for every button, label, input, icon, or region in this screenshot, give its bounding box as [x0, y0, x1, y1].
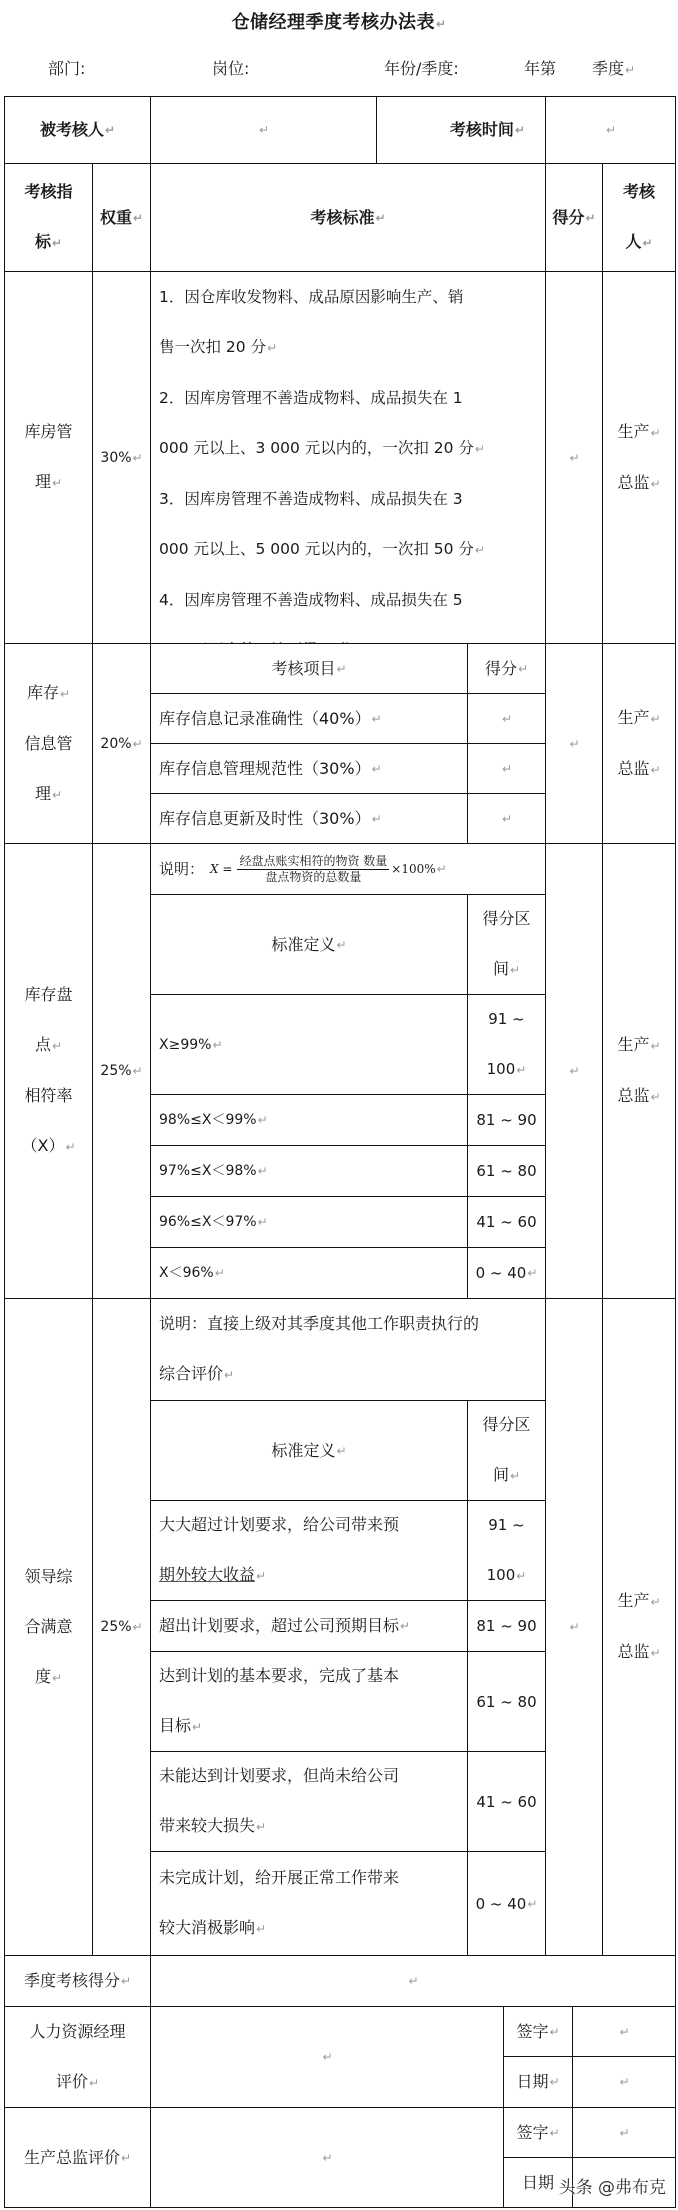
range-row: 61 ~ 80 — [467, 1651, 546, 1752]
criteria-warehouse-management — [150, 271, 546, 644]
assessee-label: 被考核人 ↵ — [4, 96, 151, 164]
header-weight: 权重 ↵ — [92, 163, 151, 272]
satisfaction-note: 说明：直接上级对其季度其他工作职责执行的 综合评价↵ — [150, 1298, 546, 1401]
criteria-line: 售一次扣 20 分↵ — [159, 338, 278, 356]
hr-sign-label: 签字 ↵ — [503, 2006, 573, 2057]
definition-row: 大大超过计划要求，给公司带来预 期外较大收益↵ — [150, 1500, 468, 1601]
definition-row: 96%≤X＜97% ↵ — [150, 1196, 468, 1248]
subheader-range: 得分区 间↵ — [467, 894, 546, 995]
position-label: 岗位: — [212, 59, 250, 78]
definition-row: 未完成计划，给开展正常工作带来 较大消极影响↵ — [150, 1851, 468, 1956]
director-evaluation-field[interactable]: ↵ — [150, 2107, 504, 2208]
subheader-definition: 标准定义 ↵ — [150, 894, 468, 995]
score-warehouse-management[interactable]: ↵ — [545, 271, 603, 644]
quarter-score-field[interactable]: ↵ — [150, 1955, 676, 2007]
watermark: 头条 @弗布克 — [558, 2178, 666, 2198]
indicator-warehouse-management: 库房管 理↵ — [4, 271, 93, 644]
indicator-leader-satisfaction: 领导综 合满意 度↵ — [4, 1298, 93, 1956]
director-sign-field[interactable]: ↵ — [572, 2107, 676, 2158]
criteria-line: 2．因库房管理不善造成物料、成品损失在 1 — [159, 389, 463, 407]
item-score-field[interactable]: ↵ — [467, 743, 546, 794]
weight-inventory-info: 20% ↵ — [92, 643, 151, 844]
subheader-range: 得分区 间↵ — [467, 1400, 546, 1501]
assessment-table — [4, 96, 676, 2202]
range-row: 81 ~ 90 — [467, 1094, 546, 1146]
definition-row: X≥99% ↵ — [150, 994, 468, 1095]
subheader-item: 考核项目 ↵ — [150, 643, 468, 694]
score-leader-satisfaction[interactable]: ↵ — [545, 1298, 603, 1956]
header-reviewer: 考核 人↵ — [602, 163, 676, 272]
definition-row: 超出计划要求，超过公司预期目标 ↵ — [150, 1600, 468, 1652]
weight-stocktake-accuracy: 25% ↵ — [92, 843, 151, 1299]
range-row: 0 ~ 40 ↵ — [467, 1851, 546, 1956]
header-standard: 考核标准 ↵ — [150, 163, 546, 272]
document-title: 仓储经理季度考核办法表↵ — [231, 12, 447, 33]
weight-warehouse-management: 30% ↵ — [92, 271, 151, 644]
year-suffix: 年第 — [524, 59, 557, 78]
quarter-score-label: 季度考核得分 ↵ — [4, 1955, 151, 2007]
item-score-field[interactable]: ↵ — [467, 693, 546, 744]
reviewer-inventory-info: 生产↵ 总监↵ — [602, 643, 676, 844]
hr-date-field[interactable]: ↵ — [572, 2056, 676, 2108]
range-row: 41 ~ 60 — [467, 1751, 546, 1852]
header-indicator: 考核指 标↵ — [4, 163, 93, 272]
department-label: 部门: — [48, 59, 86, 78]
criteria-line: 000 元以上、5 000 元以内的，一次扣 50 分↵ — [159, 540, 485, 558]
hr-evaluation-field[interactable]: ↵ — [150, 2006, 504, 2108]
director-date-label: 日期 — [503, 2157, 573, 2208]
time-label: 考核时间 ↵ — [376, 96, 546, 164]
subheader-definition: 标准定义 ↵ — [150, 1400, 468, 1501]
item-label: 库存信息更新及时性（30%） ↵ — [150, 793, 468, 844]
score-stocktake-accuracy[interactable]: ↵ — [545, 843, 603, 1299]
definition-row: 未能达到计划要求，但尚未给公司 带来较大损失↵ — [150, 1751, 468, 1852]
criteria-line: 1．因仓库收发物料、成品原因影响生产、销 — [159, 288, 464, 306]
item-label: 库存信息记录准确性（40%） ↵ — [150, 693, 468, 744]
time-field[interactable]: ↵ — [545, 96, 676, 164]
hr-sign-field[interactable]: ↵ — [572, 2006, 676, 2057]
indicator-stocktake-accuracy: 库存盘 点↵ 相符率 （X）↵ — [4, 843, 93, 1299]
definition-row: 98%≤X＜99% ↵ — [150, 1094, 468, 1146]
formula-note: 说明： X = $\frac{\text{经盘点账实相符的物资 数量}}{\text{盘点物资的总数量}}$ ×100% ↵ — [150, 843, 546, 895]
director-sign-label: 签字 ↵ — [503, 2107, 573, 2158]
indicator-inventory-info: 库存↵ 信息管 理↵ — [4, 643, 93, 844]
range-row: 91 ~ 100↵ — [467, 1500, 546, 1601]
range-row: 81 ~ 90 — [467, 1600, 546, 1652]
reviewer-leader-satisfaction: 生产↵ 总监↵ — [602, 1298, 676, 1956]
criteria-line: 3．因库房管理不善造成物料、成品损失在 3 — [159, 490, 463, 508]
weight-leader-satisfaction: 25% ↵ — [92, 1298, 151, 1956]
item-score-field[interactable]: ↵ — [467, 793, 546, 844]
range-row: 91 ~ 100↵ — [467, 994, 546, 1095]
definition-row: X＜96% ↵ — [150, 1247, 468, 1299]
director-evaluation-label: 生产总监评价 ↵ — [4, 2107, 151, 2208]
assessee-field[interactable]: ↵ — [150, 96, 377, 164]
subheader-score: 得分 ↵ — [467, 643, 546, 694]
hr-date-label: 日期 ↵ — [503, 2056, 573, 2108]
header-score: 得分 ↵ — [545, 163, 603, 272]
hr-evaluation-label: 人力资源经理 评价↵ — [4, 2006, 151, 2108]
range-row: 0 ~ 40 ↵ — [467, 1247, 546, 1299]
range-row: 41 ~ 60 — [467, 1196, 546, 1248]
definition-row: 97%≤X＜98% ↵ — [150, 1145, 468, 1197]
criteria-line: 4．因库房管理不善造成物料、成品损失在 5 — [159, 591, 463, 609]
accuracy-formula: X = $\frac{\text{经盘点账实相符的物资 数量}}{\text{盘点物资的总数量}}$ ×100% — [210, 853, 436, 884]
criteria-line: 000 元以上、3 000 元以内的，一次扣 20 分↵ — [159, 439, 485, 457]
period-label: 年份/季度: — [384, 59, 459, 78]
definition-row: 达到计划的基本要求，完成了基本 目标↵ — [150, 1651, 468, 1752]
item-label: 库存信息管理规范性（30%） ↵ — [150, 743, 468, 794]
range-row: 61 ~ 80 — [467, 1145, 546, 1197]
quarter-suffix: 季度↵ — [592, 59, 636, 78]
score-inventory-info[interactable]: ↵ — [545, 643, 603, 844]
reviewer-stocktake-accuracy: 生产↵ 总监↵ — [602, 843, 676, 1299]
reviewer-warehouse-management: 生产↵ 总监↵ — [602, 271, 676, 644]
